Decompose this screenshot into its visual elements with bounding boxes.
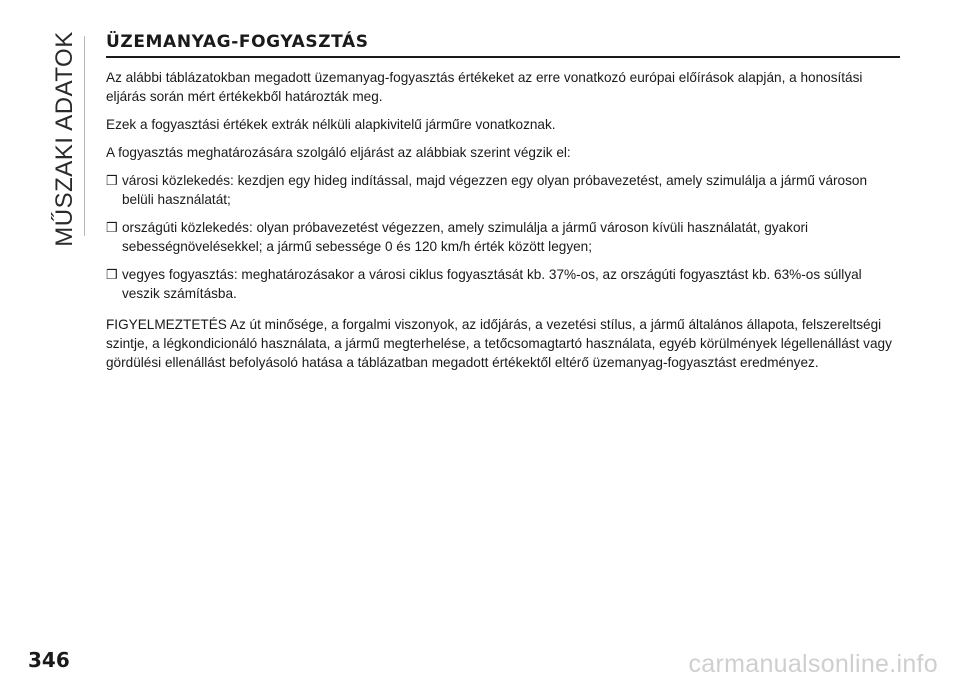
side-section-label-text: MŰSZAKI ADATOK (51, 31, 78, 247)
page-content (106, 32, 900, 381)
checkbox-bullet-icon: ❒ (106, 267, 118, 282)
watermark: carmanualsonline.info (688, 650, 938, 678)
procedure-paragraph: A fogyasztás meghatározására szolgáló eljárást az alábbiak szerint végzik el: (106, 145, 571, 160)
list-item (106, 218, 900, 256)
list-item (106, 171, 900, 209)
procedure-list (106, 171, 900, 303)
section-title: ÜZEMANYAG-FOGYASZTÁS (106, 32, 900, 58)
list-item-text: országúti közlekedés: olyan próbavezetést végezzen, amely szimulálja a jármű városon kívüli használatát, gyakori sebességnövelésekkel; a jármű sebessége 0 és 120 km/h érték között legyen; (122, 220, 809, 254)
scope-paragraph: Ezek a fogyasztási értékek extrák nélküli alapkivitelű járműre vonatkoznak. (106, 117, 556, 132)
side-divider (84, 36, 85, 236)
checkbox-bullet-icon: ❒ (106, 173, 118, 188)
page-number: 346 (28, 648, 70, 672)
list-item-text: vegyes fogyasztás: meghatározásakor a városi ciklus fogyasztását kb. 37%-os, az országúti fogyasztást kb. 63%-os súllyal veszik számításba. (122, 267, 862, 301)
list-item (106, 265, 900, 303)
side-section-label (50, 31, 80, 247)
checkbox-bullet-icon: ❒ (106, 220, 118, 235)
list-item-text: városi közlekedés: kezdjen egy hideg indítással, majd végezzen egy olyan próbavezetést, amely szimulálja a jármű városon belüli használatát; (122, 173, 868, 207)
intro-paragraph: Az alábbi táblázatokban megadott üzemanyag-fogyasztás értékeket az erre vonatkozó európai előírások alapján, a honosítási eljárás során mért értékekből határozták meg. (106, 70, 863, 104)
warning-paragraph: FIGYELMEZTETÉS Az út minősége, a forgalmi viszonyok, az időjárás, a vezetési stílus, a jármű általános állapota, felszereltségi szintje, a légkondicionáló használata, a jármű megterhelése, a tetőcsomagtartó használata, egyéb körülmények légellenállást vagy gördülési ellenállást befolyásoló hatása a táblázatban megadott értékektől eltérő üzemanyag-fogyasztást eredményez. (106, 317, 892, 370)
